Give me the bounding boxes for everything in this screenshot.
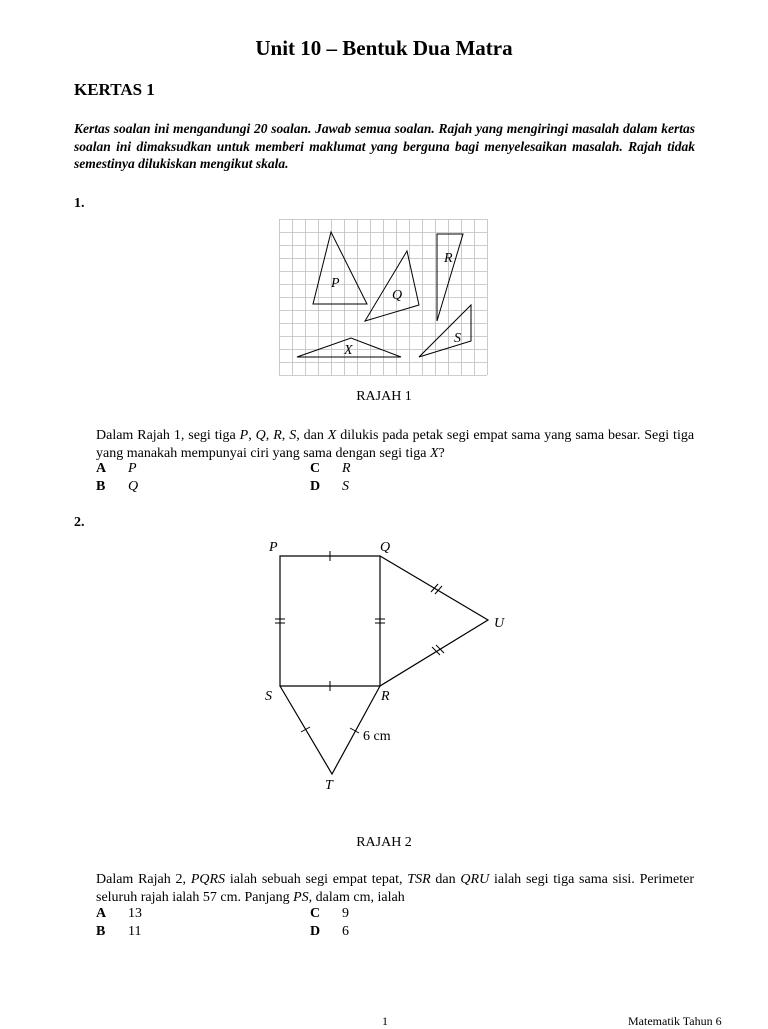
- figure-2-composite-shape: [255, 533, 525, 795]
- question-1-option-d[interactable]: D S: [310, 479, 349, 494]
- label-P: P: [269, 540, 278, 555]
- triangle-QRU: [380, 556, 488, 686]
- label-Q: Q: [392, 288, 403, 303]
- question-2-option-c[interactable]: C 9: [310, 906, 349, 921]
- label-Q: Q: [380, 540, 391, 555]
- label-T: T: [325, 778, 333, 793]
- label-S: S: [454, 331, 461, 346]
- question-1-option-b[interactable]: B Q: [96, 479, 139, 494]
- question-1-number: 1.: [74, 196, 85, 211]
- question-2-option-d[interactable]: D 6: [310, 924, 349, 939]
- figure-1-caption: RAJAH 1: [356, 389, 412, 404]
- figure-1-grid-triangles: [279, 219, 491, 377]
- paper-label: KERTAS 1: [74, 80, 155, 99]
- question-1-option-c[interactable]: C R: [310, 461, 351, 476]
- question-1-text: Dalam Rajah 1, segi tiga P, Q, R, S, dan X dilukis pada petak segi empat sama yang sama besar. Segi tiga yang manakah mempunyai ciri yang sama dengan segi tiga X?: [96, 428, 695, 461]
- question-2-text: Dalam Rajah 2, PQRS ialah sebuah segi empat tepat, TSR dan QRU ialah segi tiga sama sisi. Perimeter seluruh rajah ialah 57 cm. Panjang PS, dalam cm, ialah: [96, 872, 694, 905]
- question-2-number: 2.: [74, 515, 85, 530]
- triangle-R: [437, 234, 463, 321]
- label-U: U: [494, 616, 505, 631]
- question-2-option-a[interactable]: A 13: [96, 906, 142, 921]
- instructions: Kertas soalan ini mengandungi 20 soalan. Jawab semua soalan. Rajah yang mengiringi masalah dalam kertas soalan ini dimaksudkan untuk memberi maklumat yang berguna bagi menyelesaikan masalah. Rajah tidak semestinya dilukiskan mengikut skala.: [74, 121, 695, 171]
- question-1-option-a[interactable]: A P: [96, 461, 137, 476]
- label-P: P: [331, 276, 340, 291]
- rectangle-PQRS: [280, 556, 380, 686]
- label-R: R: [381, 689, 390, 704]
- label-S: S: [265, 689, 272, 704]
- label-X: X: [344, 343, 353, 358]
- label-R: R: [444, 251, 453, 266]
- question-2-option-b[interactable]: B 11: [96, 924, 142, 939]
- page-title: Unit 10 – Bentuk Dua Matra: [255, 36, 513, 60]
- figure-2-caption: RAJAH 2: [356, 835, 412, 850]
- page-number: 1: [382, 1014, 388, 1028]
- triangle-P: [313, 232, 367, 304]
- footer-subject: Matematik Tahun 6: [628, 1014, 722, 1028]
- length-label: 6 cm: [363, 729, 391, 744]
